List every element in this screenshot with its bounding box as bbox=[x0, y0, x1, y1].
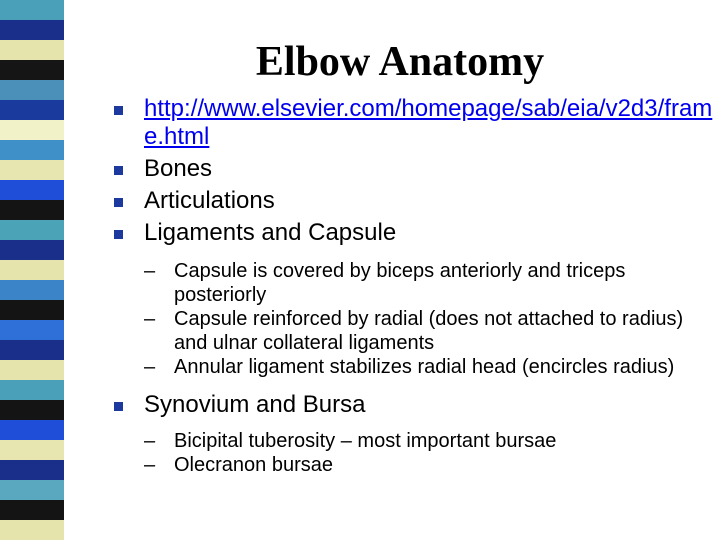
stripe-block bbox=[0, 340, 64, 360]
sub-item-text: Olecranon bursae bbox=[174, 454, 333, 476]
sub-item bbox=[144, 355, 720, 379]
square-bullet-icon bbox=[114, 198, 123, 207]
bullet-text: Synovium and Bursa bbox=[144, 391, 366, 418]
stripe-block bbox=[0, 260, 64, 280]
square-bullet-icon bbox=[114, 166, 123, 175]
slide-title: Elbow Anatomy bbox=[255, 39, 545, 85]
stripe-block bbox=[0, 80, 64, 100]
bullet-text: Bones bbox=[144, 155, 213, 182]
stripe-block bbox=[0, 140, 64, 160]
elsevier-link[interactable]: http://www.elsevier.com/homepage/sab/eia/v2d3/frame.html bbox=[144, 95, 713, 150]
stripe-block bbox=[0, 120, 64, 140]
stripe-block bbox=[0, 480, 64, 500]
stripe-block bbox=[0, 200, 64, 220]
dash-marker: – bbox=[144, 454, 156, 476]
slide-content bbox=[114, 95, 720, 489]
dash-marker: – bbox=[144, 356, 156, 378]
stripe-block bbox=[0, 460, 64, 480]
stripe-block bbox=[0, 280, 64, 300]
stripe-block bbox=[0, 40, 64, 60]
bullet-text: Articulations bbox=[144, 187, 275, 214]
stripe-block bbox=[0, 0, 64, 20]
sub-item bbox=[144, 307, 720, 355]
bullet-item-link bbox=[114, 95, 720, 151]
stripe-block bbox=[0, 360, 64, 380]
stripe-block bbox=[0, 380, 64, 400]
sub-item-text: Capsule is covered by biceps anteriorly and triceps posteriorly bbox=[174, 260, 626, 306]
stripe-block bbox=[0, 180, 64, 200]
bullet-item-articulations bbox=[114, 187, 720, 215]
stripe-block bbox=[0, 20, 64, 40]
sub-item-text: Capsule reinforced by radial (does not attached to radius) and ulnar collateral ligaments bbox=[174, 308, 684, 354]
stripe-block bbox=[0, 500, 64, 520]
sub-item bbox=[144, 259, 720, 307]
stripe-block bbox=[0, 520, 64, 540]
dash-marker: – bbox=[144, 308, 156, 330]
stripe-block bbox=[0, 300, 64, 320]
sub-item bbox=[144, 429, 720, 453]
square-bullet-icon bbox=[114, 402, 123, 411]
stripe-block bbox=[0, 240, 64, 260]
stripe-block bbox=[0, 60, 64, 80]
square-bullet-icon bbox=[114, 230, 123, 239]
decorative-stripe bbox=[0, 0, 64, 540]
stripe-block bbox=[0, 100, 64, 120]
bullet-item-ligaments bbox=[114, 219, 720, 247]
bullet-text: Ligaments and Capsule bbox=[144, 219, 397, 246]
bursa-sublist bbox=[114, 429, 720, 477]
bullet-item-synovium bbox=[114, 391, 720, 419]
square-bullet-icon bbox=[114, 106, 123, 115]
stripe-block bbox=[0, 440, 64, 460]
dash-marker: – bbox=[144, 430, 156, 452]
stripe-block bbox=[0, 420, 64, 440]
sub-item bbox=[144, 453, 720, 477]
ligament-sublist bbox=[114, 259, 720, 379]
sub-item-text: Bicipital tuberosity – most important bursae bbox=[174, 430, 557, 452]
stripe-block bbox=[0, 400, 64, 420]
stripe-block bbox=[0, 320, 64, 340]
stripe-block bbox=[0, 220, 64, 240]
stripe-block bbox=[0, 160, 64, 180]
sub-item-text: Annular ligament stabilizes radial head (encircles radius) bbox=[174, 356, 675, 378]
dash-marker: – bbox=[144, 260, 156, 282]
bullet-item-bones bbox=[114, 155, 720, 183]
